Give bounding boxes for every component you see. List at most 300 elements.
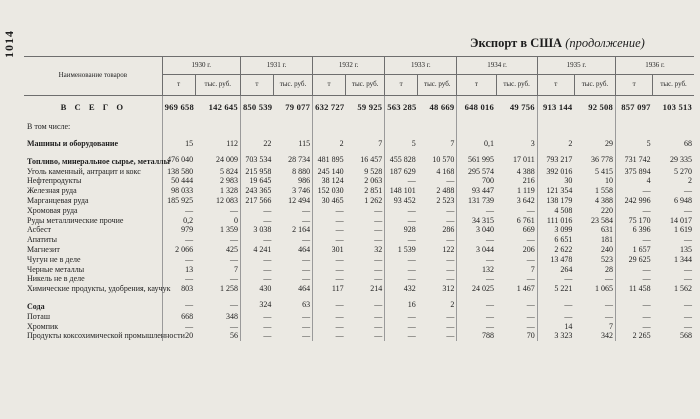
year-header: 1935 г. (537, 57, 615, 75)
cell-rubles: 14 017 (670, 215, 692, 225)
cell-rubles: 6 948 (674, 195, 692, 205)
cell-rubles: 464 (298, 284, 311, 294)
table-row (24, 225, 694, 235)
cell-tons: 561 995 (457, 149, 496, 167)
cell-tons: 979 (162, 225, 195, 235)
cell-tons: — (385, 206, 418, 216)
cell-tons: 185 925 (162, 196, 195, 206)
cell-rubles: 523 (601, 254, 614, 264)
row-label: Продукты коксохимической промышленности (27, 331, 185, 341)
row-label: Уголь каменный, антрацит и кокс (27, 166, 141, 176)
row-label: Никель не в деле (27, 274, 85, 284)
cell-tons: 3 323 (537, 331, 574, 341)
row-label: Черные металлы (27, 264, 85, 274)
unit-header-rubles: тыс. руб. (653, 75, 694, 96)
cell-tons: 34 315 (457, 216, 496, 226)
cell-tons: — (162, 255, 195, 265)
cell-rubles: — (526, 311, 535, 321)
cell-rubles: — (302, 321, 311, 331)
cell-rubles: 79 077 (285, 102, 311, 113)
cell-rubles (418, 120, 457, 134)
cell-rubles: — (526, 274, 535, 284)
cell-rubles: 48 669 (429, 102, 455, 113)
row-label: Магнезит (27, 244, 60, 254)
cell-rubles (496, 120, 537, 134)
cell-rubles: 16 457 (360, 155, 383, 165)
cell-rubles: 1 562 (674, 284, 692, 294)
cell-tons: 30 465 (313, 196, 346, 206)
cell-tons: — (385, 265, 418, 275)
cell-rubles: 10 (605, 176, 614, 186)
cell-rubles: 2 (688, 176, 692, 186)
cell-rubles: 2 488 (436, 186, 455, 196)
cell-rubles: 56 (229, 331, 238, 341)
cell-rubles: — (526, 300, 535, 310)
cell-rubles: 135 (680, 244, 692, 254)
cell-rubles: — (526, 321, 535, 331)
cell-tons: 3 044 (457, 245, 496, 255)
cell-tons: 301 (313, 245, 346, 255)
cell-rubles: 7 (450, 139, 455, 148)
cell-rubles: — (229, 205, 238, 215)
cell-rubles: 3 642 (516, 195, 535, 205)
cell-tons (537, 120, 574, 134)
row-label: Марганцевая руда (27, 195, 89, 205)
cell-rubles: 7 (530, 264, 535, 274)
cell-rubles: 2 983 (219, 176, 238, 186)
cell-rubles: — (605, 300, 614, 310)
table-row (24, 284, 694, 294)
unit-header-tons: т (385, 75, 418, 96)
cell-rubles: 112 (226, 139, 238, 148)
cell-tons: 24 025 (457, 284, 496, 294)
table-row (24, 245, 694, 255)
cell-rubles: — (374, 274, 383, 284)
cell-tons: 5 (385, 134, 418, 149)
table-row (24, 206, 694, 216)
cell-tons: 913 144 (537, 96, 574, 121)
cell-tons: 132 (457, 265, 496, 275)
cell-rubles: — (374, 321, 383, 331)
cell-rubles: 2 164 (292, 225, 311, 235)
cell-rubles: — (229, 274, 238, 284)
cell-rubles: — (374, 225, 383, 235)
cell-rubles: — (374, 235, 383, 245)
cell-tons: — (240, 312, 273, 322)
cell-rubles: 4 168 (436, 166, 455, 176)
cell-rubles: 63 (302, 300, 311, 310)
cell-tons: — (616, 294, 653, 312)
cell-rubles: 3 746 (292, 186, 311, 196)
cell-rubles: 5 415 (595, 166, 614, 176)
cell-rubles: — (684, 205, 692, 215)
cell-rubles: 7 (609, 321, 614, 331)
cell-tons: 11 458 (616, 284, 653, 294)
section-row (24, 294, 694, 312)
row-label: В С Е Г О (60, 102, 127, 113)
cell-rubles: — (446, 311, 455, 321)
cell-tons: — (162, 206, 195, 216)
cell-rubles: 1 467 (516, 284, 535, 294)
cell-rubles: — (526, 235, 535, 245)
cell-tons (240, 120, 273, 134)
page-number: 1014 (2, 30, 16, 58)
cell-rubles: — (302, 274, 311, 284)
cell-tons: 481 895 (313, 149, 346, 167)
unit-header-rubles: тыс. руб. (418, 75, 457, 96)
cell-tons: — (457, 255, 496, 265)
unit-header-tons: т (162, 75, 195, 96)
table-row (24, 265, 694, 275)
cell-tons: 93 447 (457, 186, 496, 196)
cell-tons: 803 (162, 284, 195, 294)
cell-rubles: 92 508 (588, 102, 614, 113)
cell-rubles: 142 645 (208, 102, 238, 113)
cell-tons: — (457, 312, 496, 322)
cell-tons: — (457, 274, 496, 284)
table-body (24, 96, 694, 342)
row-label: Нефтепродукты (27, 176, 82, 186)
cell-rubles: 986 (298, 176, 311, 186)
cell-rubles: — (526, 254, 535, 264)
cell-tons: — (240, 216, 273, 226)
table-row (24, 255, 694, 265)
cell-tons: 245 140 (313, 167, 346, 177)
cell-tons: 793 217 (537, 149, 574, 167)
export-table (24, 56, 694, 341)
table-row (24, 322, 694, 332)
cell-rubles: 1 328 (219, 186, 238, 196)
cell-rubles: — (684, 274, 692, 284)
cell-tons: 455 828 (385, 149, 418, 167)
cell-rubles: 8 880 (292, 166, 311, 176)
cell-tons: 4 241 (240, 245, 273, 255)
cell-rubles: 12 494 (288, 195, 311, 205)
cell-tons: — (616, 235, 653, 245)
cell-rubles: 103 513 (662, 102, 692, 113)
cell-tons: 476 040 (162, 149, 195, 167)
cell-tons: — (385, 322, 418, 332)
year-header: 1933 г. (385, 57, 457, 75)
cell-rubles: 3 (530, 139, 535, 148)
cell-tons: — (616, 265, 653, 275)
cell-tons: — (313, 206, 346, 216)
cell-rubles: 122 (442, 244, 455, 254)
running-head-main: Экспорт в США (470, 36, 563, 50)
cell-rubles: 12 083 (215, 195, 238, 205)
cell-rubles: 59 925 (357, 102, 383, 113)
cell-tons (616, 120, 653, 134)
cell-rubles: — (446, 205, 455, 215)
cell-rubles: 70 (526, 331, 535, 341)
cell-tons: 187 629 (385, 167, 418, 177)
cell-rubles: 68 (684, 139, 692, 148)
cell-tons: — (313, 265, 346, 275)
cell-tons: 20 (162, 331, 195, 341)
cell-tons: — (385, 235, 418, 245)
cell-rubles: 28 734 (288, 155, 311, 165)
cell-rubles: 220 (601, 205, 614, 215)
row-label: Хромовая руда (27, 205, 78, 215)
cell-tons: 121 354 (537, 186, 574, 196)
unit-header-tons: т (457, 75, 496, 96)
cell-rubles: — (605, 311, 614, 321)
cell-rubles: 2 063 (364, 176, 383, 186)
cell-tons: 731 742 (616, 149, 653, 167)
row-label: Чугун не в деле (27, 254, 81, 264)
cell-tons: 850 539 (240, 96, 273, 121)
cell-rubles: — (374, 254, 383, 264)
cell-rubles: — (446, 264, 455, 274)
cell-tons: 0,1 (457, 134, 496, 149)
table-row (24, 216, 694, 226)
cell-tons: 93 452 (385, 196, 418, 206)
table-row (24, 196, 694, 206)
cell-tons: 75 170 (616, 216, 653, 226)
cell-tons: — (385, 312, 418, 322)
table-row (24, 312, 694, 322)
unit-header-tons: т (616, 75, 653, 96)
cell-tons: 4 508 (537, 206, 574, 216)
cell-rubles: — (302, 331, 311, 341)
cell-tons: 392 016 (537, 167, 574, 177)
cell-rubles: 669 (522, 225, 535, 235)
cell-rubles: 342 (601, 331, 614, 341)
cell-rubles: 1 558 (595, 186, 614, 196)
unit-header-tons: т (240, 75, 273, 96)
cell-tons: 788 (457, 331, 496, 341)
cell-rubles (195, 120, 240, 134)
cell-tons: — (313, 274, 346, 284)
cell-tons: — (385, 216, 418, 226)
cell-tons: — (385, 255, 418, 265)
cell-tons: 19 645 (240, 176, 273, 186)
cell-tons: 1 539 (385, 245, 418, 255)
cell-tons: 131 739 (457, 196, 496, 206)
cell-rubles: 240 (601, 244, 614, 254)
row-label: Железная руда (27, 186, 77, 196)
cell-tons: — (313, 312, 346, 322)
cell-tons: 2 622 (537, 245, 574, 255)
cell-tons: — (240, 274, 273, 284)
cell-tons: — (457, 206, 496, 216)
cell-tons: 16 (385, 294, 418, 312)
year-header: 1930 г. (162, 57, 240, 75)
cell-tons: 1 657 (616, 245, 653, 255)
cell-rubles: — (446, 215, 455, 225)
cell-tons: 432 (385, 284, 418, 294)
cell-rubles (273, 120, 312, 134)
cell-tons: — (313, 235, 346, 245)
cell-tons: — (313, 255, 346, 265)
cell-rubles: 4 388 (595, 195, 614, 205)
cell-rubles: — (374, 264, 383, 274)
cell-tons: 6 396 (616, 225, 653, 235)
cell-rubles: — (302, 205, 311, 215)
cell-rubles: 2 851 (364, 186, 383, 196)
cell-tons: 138 179 (537, 196, 574, 206)
row-label: Поташ (27, 311, 50, 321)
cell-rubles: — (446, 274, 455, 284)
cell-tons: — (616, 312, 653, 322)
cell-tons: 5 221 (537, 284, 574, 294)
cell-tons: 430 (240, 284, 273, 294)
cell-tons: — (240, 322, 273, 332)
unit-header-rubles: тыс. руб. (496, 75, 537, 96)
cell-tons: 0,2 (162, 216, 195, 226)
cell-tons: — (616, 186, 653, 196)
row-label: Апатиты (27, 235, 58, 245)
cell-tons: 563 285 (385, 96, 418, 121)
cell-rubles: 23 584 (591, 215, 614, 225)
cell-tons: 3 040 (457, 225, 496, 235)
row-label: Машины и оборудование (27, 139, 119, 148)
cell-tons: — (457, 235, 496, 245)
cell-tons: 22 (240, 134, 273, 149)
cell-rubles: — (374, 331, 383, 341)
cell-tons: — (616, 322, 653, 332)
cell-tons: 295 574 (457, 167, 496, 177)
cell-tons: 668 (162, 312, 195, 322)
cell-rubles: 17 011 (513, 155, 535, 165)
cell-tons: 215 958 (240, 167, 273, 177)
cell-rubles: — (446, 331, 455, 341)
cell-tons: 3 038 (240, 225, 273, 235)
cell-rubles: — (374, 300, 383, 310)
cell-rubles: 9 528 (364, 166, 383, 176)
cell-tons: 324 (240, 294, 273, 312)
cell-tons: — (240, 265, 273, 275)
cell-tons: — (162, 294, 195, 312)
cell-rubles: 464 (298, 244, 311, 254)
cell-tons: 4 (616, 176, 653, 186)
unit-header-rubles: тыс. руб. (574, 75, 615, 96)
unit-header-tons: т (313, 75, 346, 96)
section-row (24, 134, 694, 149)
cell-tons: 648 016 (457, 96, 496, 121)
cell-rubles: — (684, 186, 692, 196)
cell-rubles: 2 523 (436, 195, 455, 205)
cell-tons: — (162, 274, 195, 284)
cell-rubles: — (229, 300, 238, 310)
unit-header-tons: т (537, 75, 574, 96)
cell-rubles: — (684, 264, 692, 274)
total-row (24, 96, 694, 121)
table-row (24, 167, 694, 177)
cell-tons: 2 (537, 134, 574, 149)
row-label: Асбест (27, 225, 51, 235)
cell-tons: — (537, 274, 574, 284)
including-row (24, 120, 694, 134)
cell-tons: 30 (537, 176, 574, 186)
row-label: Химические продукты, удобрения, каучук (27, 284, 171, 294)
cell-rubles: 5 824 (219, 166, 238, 176)
row-label: В том числе: (27, 122, 71, 132)
header-row-years (24, 57, 694, 75)
cell-tons: — (240, 331, 273, 341)
year-header: 1936 г. (616, 57, 694, 75)
cell-tons: 375 894 (616, 167, 653, 177)
cell-rubles: 1 119 (517, 186, 535, 196)
cell-rubles: 1 258 (219, 284, 238, 294)
cell-rubles: — (374, 205, 383, 215)
cell-tons: 148 101 (385, 186, 418, 196)
cell-tons: 700 (457, 176, 496, 186)
row-label: Хромпик (27, 321, 59, 331)
year-header: 1932 г. (313, 57, 385, 75)
cell-tons: — (385, 331, 418, 341)
cell-tons: 928 (385, 225, 418, 235)
cell-tons: 217 566 (240, 196, 273, 206)
cell-tons: 50 444 (162, 176, 195, 186)
cell-tons: 13 478 (537, 255, 574, 265)
cell-rubles: 348 (225, 311, 238, 321)
running-head (470, 36, 696, 51)
cell-rubles: 181 (601, 235, 614, 245)
cell-tons: 242 996 (616, 196, 653, 206)
cell-tons: — (385, 274, 418, 284)
cell-rubles: 2 (450, 300, 455, 310)
cell-rubles: — (302, 254, 311, 264)
cell-rubles: 1 619 (674, 225, 692, 235)
cell-tons (457, 120, 496, 134)
cell-rubles: — (302, 311, 311, 321)
cell-tons: — (457, 322, 496, 332)
cell-rubles (346, 120, 385, 134)
cell-tons: — (162, 235, 195, 245)
cell-rubles: — (446, 254, 455, 264)
cell-rubles: 24 009 (215, 155, 238, 165)
cell-rubles: 5 270 (674, 166, 692, 176)
running-head-sub: (продолжение) (565, 36, 645, 50)
cell-rubles: 216 (522, 176, 535, 186)
cell-tons: — (313, 331, 346, 341)
row-label: Сода (27, 301, 45, 311)
cell-rubles: — (374, 311, 383, 321)
cell-rubles: — (302, 215, 311, 225)
cell-tons: — (537, 312, 574, 322)
cell-tons: 6 651 (537, 235, 574, 245)
cell-rubles: — (302, 235, 311, 245)
cell-rubles (653, 120, 694, 134)
cell-tons (385, 120, 418, 134)
cell-rubles: 1 262 (364, 195, 383, 205)
cell-tons: 264 (537, 265, 574, 275)
row-label: Руды металлические прочие (27, 215, 124, 225)
cell-tons: 29 625 (616, 255, 653, 265)
cell-rubles: — (684, 311, 692, 321)
unit-header-rubles: тыс. руб. (195, 75, 240, 96)
cell-rubles: — (446, 235, 455, 245)
cell-tons: 969 658 (162, 96, 195, 121)
cell-rubles: 32 (374, 244, 383, 254)
cell-tons: — (240, 235, 273, 245)
cell-tons: — (313, 322, 346, 332)
year-header: 1931 г. (240, 57, 312, 75)
cell-rubles: 7 (233, 264, 238, 274)
cell-rubles: — (374, 215, 383, 225)
cell-rubles: 312 (442, 284, 455, 294)
table-row (24, 331, 694, 341)
cell-rubles: — (229, 254, 238, 264)
cell-rubles: 1 359 (219, 225, 238, 235)
cell-tons: 857 097 (616, 96, 653, 121)
cell-rubles: — (684, 321, 692, 331)
table-row (24, 186, 694, 196)
cell-rubles: 568 (680, 331, 692, 341)
cell-tons: — (313, 225, 346, 235)
cell-tons: — (313, 294, 346, 312)
